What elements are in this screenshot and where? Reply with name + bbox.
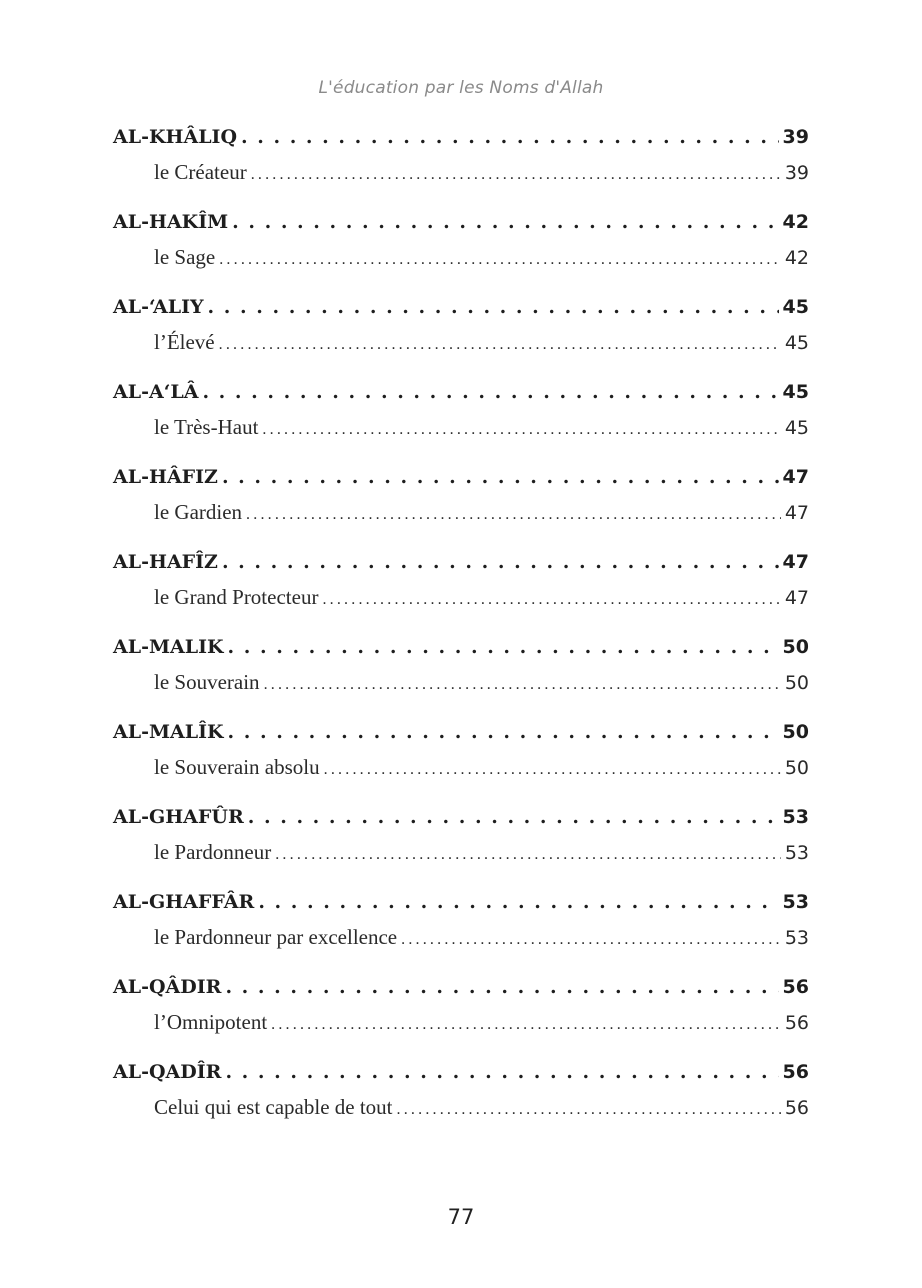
toc-meaning-line[interactable] xyxy=(113,325,809,360)
dot-leader xyxy=(222,460,779,495)
toc-page-number: 45 xyxy=(784,417,809,439)
toc-page-number: 50 xyxy=(782,636,809,658)
toc-entry xyxy=(113,545,809,615)
toc-name-line[interactable] xyxy=(113,715,809,750)
page-number: 77 xyxy=(447,1205,475,1229)
dot-leader xyxy=(251,157,781,192)
toc-entry xyxy=(113,970,809,1040)
toc-name: AL-QÂDIR xyxy=(113,976,222,998)
toc-meaning: le Sage xyxy=(154,245,216,269)
table-of-contents xyxy=(113,120,809,1125)
toc-entry xyxy=(113,885,809,955)
toc-name: AL-GHAFÛR xyxy=(113,806,244,828)
toc-meaning-line[interactable] xyxy=(113,750,809,785)
toc-page-number: 53 xyxy=(782,806,809,828)
dot-leader xyxy=(225,1055,778,1090)
toc-entry xyxy=(113,375,809,445)
toc-name: AL-KHÂLIQ xyxy=(113,126,237,148)
toc-name: AL-QADÎR xyxy=(113,1061,222,1083)
toc-entry xyxy=(113,460,809,530)
toc-name-line[interactable] xyxy=(113,375,809,410)
toc-page-number: 47 xyxy=(782,466,809,488)
toc-entry xyxy=(113,120,809,190)
toc-meaning: l’Élevé xyxy=(154,330,215,354)
toc-meaning-line[interactable] xyxy=(113,410,809,445)
toc-page-number: 50 xyxy=(784,757,809,779)
toc-name: AL-HÂFIZ xyxy=(113,466,218,488)
toc-meaning-line[interactable] xyxy=(113,920,809,955)
toc-page-number: 50 xyxy=(784,672,809,694)
toc-meaning: le Gardien xyxy=(154,500,243,524)
dot-leader xyxy=(241,120,779,155)
toc-name: AL-MALÎK xyxy=(113,721,224,743)
dot-leader xyxy=(275,837,781,872)
toc-page-number: 39 xyxy=(784,162,809,184)
dot-leader xyxy=(264,667,781,702)
dot-leader xyxy=(219,327,781,362)
toc-page-number: 42 xyxy=(784,247,809,269)
toc-name: AL-HAFÎZ xyxy=(113,551,218,573)
running-head: L'éducation par les Noms d'Allah xyxy=(318,78,604,98)
toc-page-number: 47 xyxy=(782,551,809,573)
toc-meaning: le Créateur xyxy=(154,160,247,184)
toc-meaning: le Grand Protecteur xyxy=(154,585,319,609)
dot-leader xyxy=(271,1007,781,1042)
toc-meaning: Celui qui est capable de tout xyxy=(154,1095,393,1119)
toc-name-line[interactable] xyxy=(113,545,809,580)
dot-leader xyxy=(232,205,778,240)
toc-page-number: 45 xyxy=(782,381,809,403)
toc-page-number: 45 xyxy=(784,332,809,354)
toc-name-line[interactable] xyxy=(113,800,809,835)
toc-entry xyxy=(113,1055,809,1125)
toc-name-line[interactable] xyxy=(113,885,809,920)
toc-name-line[interactable] xyxy=(113,460,809,495)
toc-name-line[interactable] xyxy=(113,290,809,325)
dot-leader xyxy=(246,497,781,532)
toc-meaning-line[interactable] xyxy=(113,665,809,700)
dot-leader xyxy=(397,1092,781,1127)
toc-meaning-line[interactable] xyxy=(113,155,809,190)
toc-meaning: le Pardonneur par excellence xyxy=(154,925,398,949)
toc-meaning-line[interactable] xyxy=(113,240,809,275)
toc-meaning-line[interactable] xyxy=(113,495,809,530)
dot-leader xyxy=(228,630,779,665)
toc-name-line[interactable] xyxy=(113,630,809,665)
dot-leader xyxy=(324,752,781,787)
dot-leader xyxy=(228,715,779,750)
toc-entry xyxy=(113,630,809,700)
toc-page-number: 47 xyxy=(784,502,809,524)
toc-page-number: 47 xyxy=(784,587,809,609)
toc-page-number: 56 xyxy=(782,976,809,998)
toc-page-number: 56 xyxy=(784,1097,809,1119)
toc-meaning-line[interactable] xyxy=(113,580,809,615)
toc-meaning: le Souverain absolu xyxy=(154,755,320,779)
dot-leader xyxy=(202,375,778,410)
dot-leader xyxy=(208,290,779,325)
toc-page-number: 39 xyxy=(782,126,809,148)
dot-leader xyxy=(262,412,780,447)
toc-page-number: 42 xyxy=(782,211,809,233)
toc-page-number: 45 xyxy=(782,296,809,318)
toc-page-number: 53 xyxy=(784,842,809,864)
toc-name: AL-GHAFFÂR xyxy=(113,891,255,913)
toc-meaning: le Pardonneur xyxy=(154,840,272,864)
toc-name: AL-MALIK xyxy=(113,636,224,658)
toc-page-number: 56 xyxy=(784,1012,809,1034)
toc-entry xyxy=(113,290,809,360)
toc-name-line[interactable] xyxy=(113,970,809,1005)
toc-page-number: 56 xyxy=(782,1061,809,1083)
toc-page-number: 50 xyxy=(782,721,809,743)
dot-leader xyxy=(219,242,781,277)
toc-meaning-line[interactable] xyxy=(113,1005,809,1040)
toc-name-line[interactable] xyxy=(113,1055,809,1090)
toc-name: AL-A‘LÂ xyxy=(113,381,199,403)
toc-page-number: 53 xyxy=(782,891,809,913)
toc-entry xyxy=(113,800,809,870)
toc-page-number: 53 xyxy=(784,927,809,949)
dot-leader xyxy=(322,582,780,617)
dot-leader xyxy=(225,970,778,1005)
dot-leader xyxy=(258,885,778,920)
toc-meaning: le Très-Haut xyxy=(154,415,259,439)
toc-name: AL-‘ALIY xyxy=(113,296,204,318)
toc-entry xyxy=(113,205,809,275)
toc-meaning-line[interactable] xyxy=(113,1090,809,1125)
toc-name-line[interactable] xyxy=(113,120,809,155)
toc-meaning-line[interactable] xyxy=(113,835,809,870)
dot-leader xyxy=(222,545,779,580)
toc-meaning: l’Omnipotent xyxy=(154,1010,268,1034)
toc-name-line[interactable] xyxy=(113,205,809,240)
dot-leader xyxy=(248,800,779,835)
dot-leader xyxy=(401,922,781,957)
toc-entry xyxy=(113,715,809,785)
toc-meaning: le Souverain xyxy=(154,670,260,694)
toc-name: AL-HAKÎM xyxy=(113,211,229,233)
